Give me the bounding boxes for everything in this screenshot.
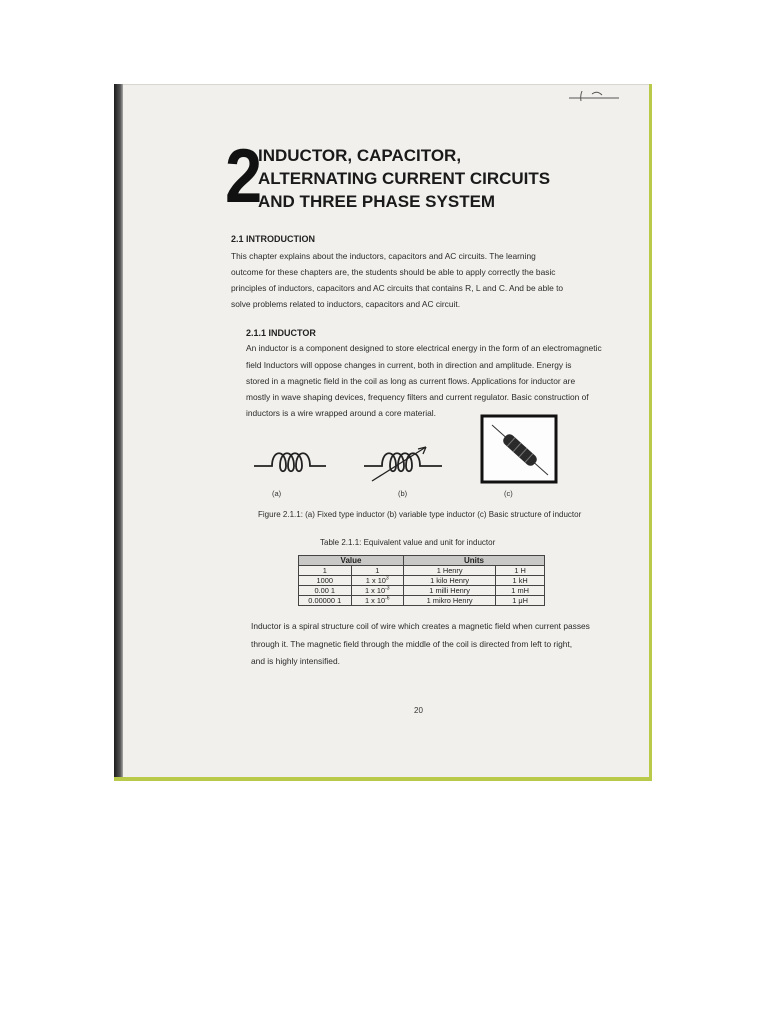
inductor-line: An inductor is a component designed to store electrical energy in the form of an electromagnetic xyxy=(246,343,602,353)
table-cell: 1 xyxy=(299,566,352,576)
figure-label-a: (a) xyxy=(272,489,282,498)
table-cell: 1 kilo Henry xyxy=(404,576,496,586)
inductor-line: inductors is a wire wrapped around a core material. xyxy=(246,408,436,418)
figure-caption: Figure 2.1.1: (a) Fixed type inductor (b) variable type inductor (c) Basic structure of inductor xyxy=(258,510,582,519)
table-cell: 1 milli Henry xyxy=(404,586,496,596)
page-binding-shadow xyxy=(114,84,123,781)
inductor-symbols xyxy=(254,411,574,506)
table-header-row xyxy=(299,556,545,566)
chapter-title-line-1: INDUCTOR, CAPACITOR, xyxy=(258,146,462,165)
handwritten-mark xyxy=(564,88,624,104)
table-caption: Table 2.1.1: Equivalent value and unit for inductor xyxy=(320,538,496,547)
table-cell: 0.00 1 xyxy=(299,586,352,596)
intro-line: principles of inductors, capacitors and AC circuits that contains R, L and C. And be able to xyxy=(231,283,564,293)
closing-line: and is highly intensified. xyxy=(251,656,340,666)
variable-inductor-symbol xyxy=(364,447,442,481)
table-row xyxy=(299,586,545,596)
table-cell: 1 x $10^{-3}$ xyxy=(351,586,404,596)
closing-line: through it. The magnetic field through the middle of the coil is directed from left to right, xyxy=(251,639,573,649)
scan-border-bottom xyxy=(114,777,652,781)
intro-line: outcome for these chapters are, the students should be able to apply correctly the basic xyxy=(231,267,556,277)
inductor-figure xyxy=(254,411,574,506)
table-cell: 0.00000 1 xyxy=(299,596,352,606)
table-cell: 1000 xyxy=(299,576,352,586)
chapter-title-line-3: AND THREE PHASE SYSTEM xyxy=(258,192,496,211)
table-row xyxy=(299,566,545,576)
table-cell: 1 Henry xyxy=(404,566,496,576)
inductor-line: mostly in wave shaping devices, frequency filters and current regulator. Basic construction of xyxy=(246,392,589,402)
inductor-structure-image xyxy=(482,416,556,482)
scan-border-right xyxy=(649,84,652,781)
figure-label-c: (c) xyxy=(504,489,513,498)
table-cell: 1 kH xyxy=(496,576,545,586)
chapter-title-line-2: ALTERNATING CURRENT CIRCUITS xyxy=(258,169,551,188)
inductor-line: stored in a magnetic field in the coil as long as current flows. Applications for inductor are xyxy=(246,376,576,386)
table-header-value: Value xyxy=(299,556,404,566)
inductor-line: field Inductors will oppose changes in current, both in direction and amplitude. Energy is xyxy=(246,360,572,370)
table-cell: 1 x $10^3$ xyxy=(351,576,404,586)
table-row xyxy=(299,576,545,586)
intro-line: This chapter explains about the inductors, capacitors and AC circuits. The learning xyxy=(231,251,536,261)
section-heading-inductor: 2.1.1 INDUCTOR xyxy=(246,328,316,338)
table-cell: 1 mikro Henry xyxy=(404,596,496,606)
section-heading-introduction: 2.1 INTRODUCTION xyxy=(231,234,316,244)
figure-label-b: (b) xyxy=(398,489,408,498)
table-cell: 1 mH xyxy=(496,586,545,596)
intro-line: solve problems related to inductors, capacitors and AC circuit. xyxy=(231,299,461,309)
table-row xyxy=(299,596,545,606)
table-cell: 1 x $10^{-6}$ xyxy=(351,596,404,606)
page-number: 20 xyxy=(414,706,423,715)
table-cell: 1 xyxy=(351,566,404,576)
table-cell: 1 H xyxy=(496,566,545,576)
fixed-inductor-symbol xyxy=(254,453,326,471)
closing-line: Inductor is a spiral structure coil of wire which creates a magnetic field when current passes xyxy=(251,621,590,631)
inductor-unit-table xyxy=(298,555,545,606)
table-cell: 1 μH xyxy=(496,596,545,606)
table-header-units: Units xyxy=(404,556,545,566)
scanned-page xyxy=(114,84,652,781)
chapter-number: 2 xyxy=(225,134,263,219)
